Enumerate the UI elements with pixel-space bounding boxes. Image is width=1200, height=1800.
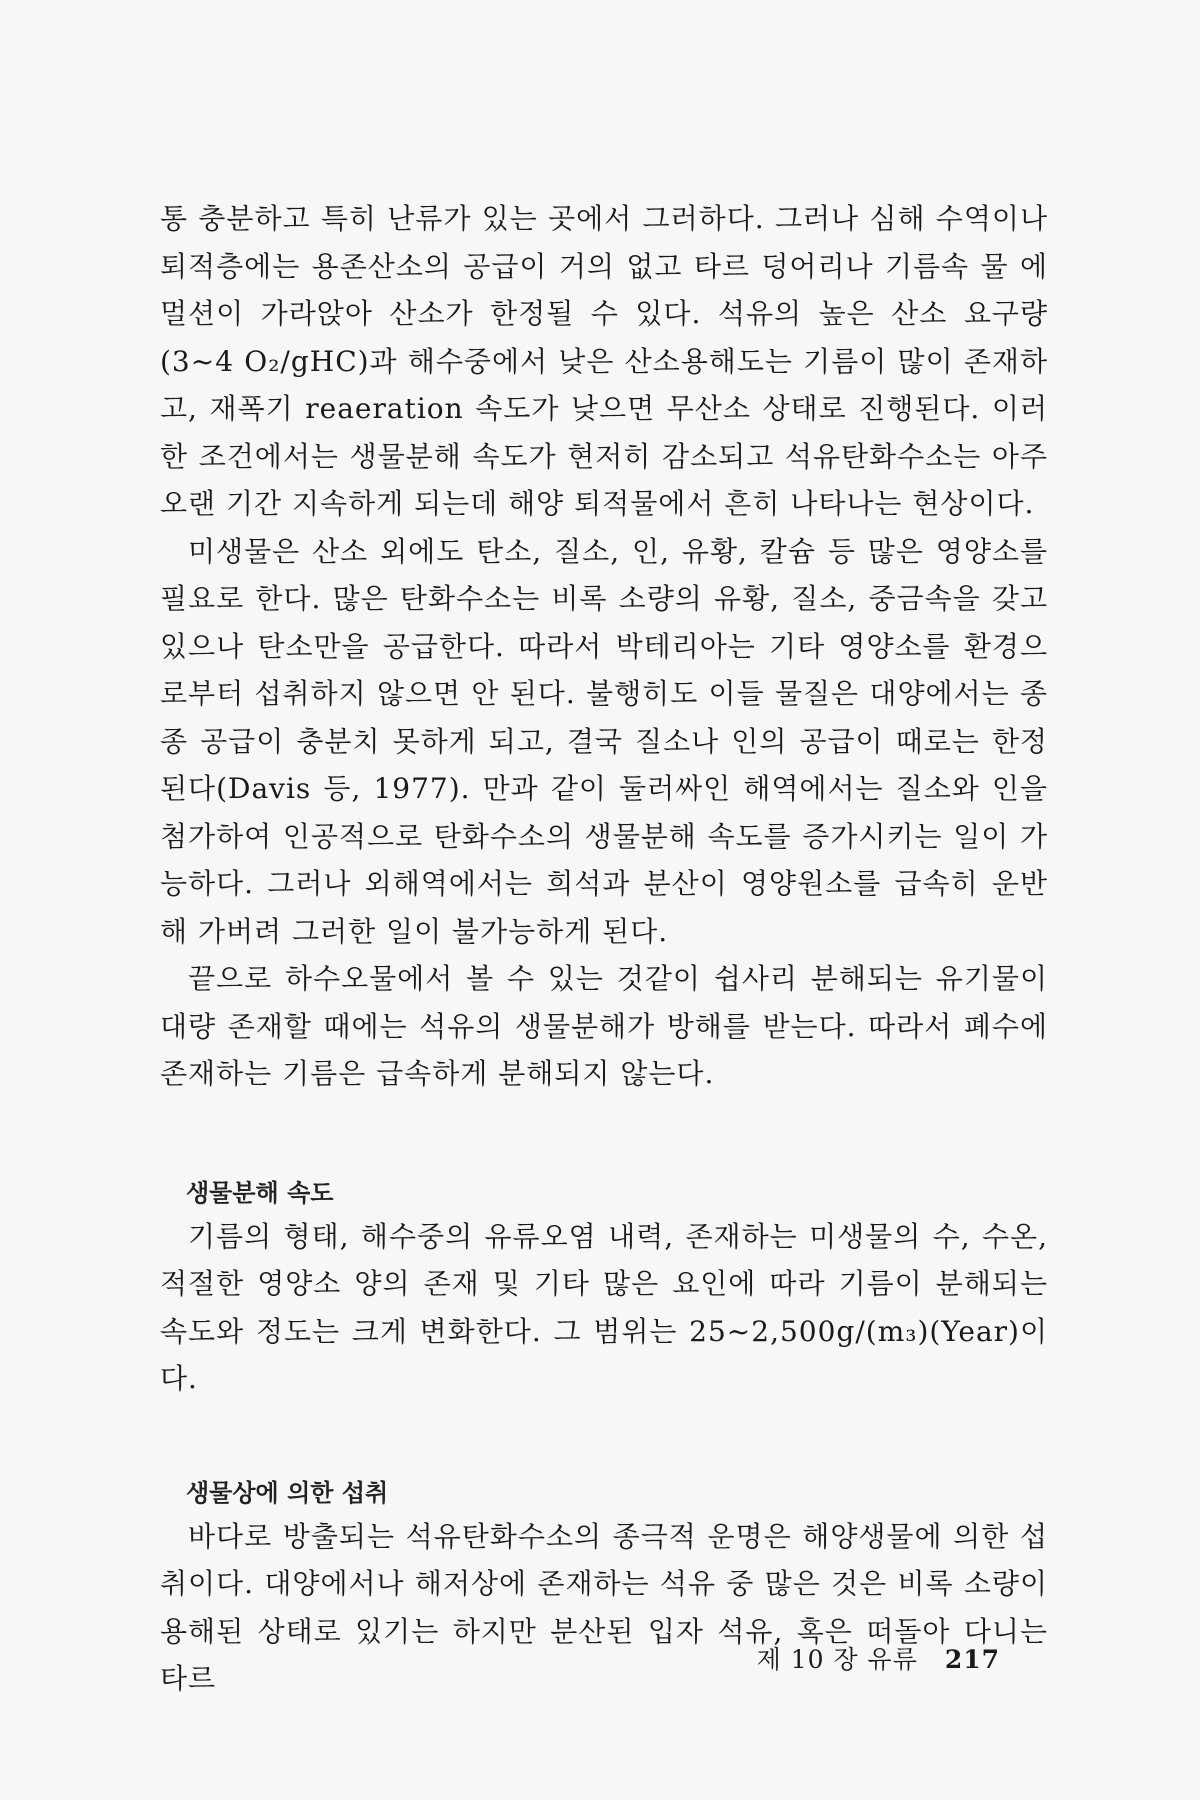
paragraph-continuation: 통 충분하고 특히 난류가 있는 곳에서 그러하다. 그러나 심해 수역이나 퇴적층에는 용존산소의 공급이 거의 없고 타르 덩어리나 기름속 물 에멀션이 가라앉아 산소가 한정될 수 있다. 석유의 높은 산소 요구량(3~4 O₂/gHC)과 해수중에서 낮은 산소용해도는 기름이 많이 존재하고, 재폭기 reaeration 속도가 낮으면 무산소 상태로 진행된다. 이러한 조건에서는 생물분해 속도가 현저히 감소되고 석유탄화수소는 아주 오랜 기간 지속하게 되는데 해양 퇴적물에서 흔히 나타나는 현상이다.: [160, 202, 1048, 520]
chapter-label: 제 10 장 유류: [756, 1645, 918, 1674]
page-footer: [757, 1640, 1000, 1676]
section-heading-biota-uptake: 생물상에 의한 섭취: [186, 1478, 389, 1507]
section-spacer: [160, 1403, 1048, 1473]
body-text: [160, 195, 1048, 1703]
paragraph-sewage: 끝으로 하수오물에서 볼 수 있는 것같이 쉽사리 분해되는 유기물이 대량 존재할 때에는 석유의 생물분해가 방해를 받는다. 따라서 폐수에 존재하는 기름은 급속하게 분해되지 않는다.: [160, 962, 1048, 1090]
paragraph-nutrients: 미생물은 산소 외에도 탄소, 질소, 인, 유황, 칼슘 등 많은 영양소를 필요로 한다. 많은 탄화수소는 비록 소량의 유황, 질소, 중금속을 갖고 있으나 탄소만을 공급한다. 따라서 박테리아는 기타 영양소를 환경으로부터 섭취하지 않으면 안 된다. 불행히도 이들 물질은 대양에서는 종종 공급이 충분치 못하게 되고, 결국 질소나 인의 공급이 때로는 한정된다(Davis 등, 1977). 만과 같이 둘러싸인 해역에서는 질소와 인을 첨가하여 인공적으로 탄화수소의 생물분해 속도를 증가시키는 일이 가능하다. 그러나 외해역에서는 희석과 분산이 영양원소를 급속히 운반해 가버려 그러한 일이 불가능하게 된다.: [160, 534, 1048, 948]
paragraph-biota-uptake: 바다로 방출되는 석유탄화수소의 종극적 운명은 해양생물에 의한 섭취이다. 대양에서나 해저상에 존재하는 석유 중 많은 것은 비록 소량이 용해된 상태로 있기는 하지만 분산된 입자 석유, 혹은 떠돌아 다니는 타르: [160, 1519, 1048, 1695]
page-number: 217: [944, 1645, 1000, 1674]
paragraph-biodegradation-rate: 기름의 형태, 해수중의 유류오염 내력, 존재하는 미생물의 수, 수온, 적절한 영양소 양의 존재 및 기타 많은 요인에 따라 기름이 분해되는 속도와 정도는 크게 변화한다. 그 범위는 25~2,500g/(m₃)(Year)이다.: [160, 1219, 1048, 1395]
section-heading-biodegradation-rate: 생물분해 속도: [186, 1178, 334, 1207]
section-spacer: [160, 1098, 1048, 1173]
